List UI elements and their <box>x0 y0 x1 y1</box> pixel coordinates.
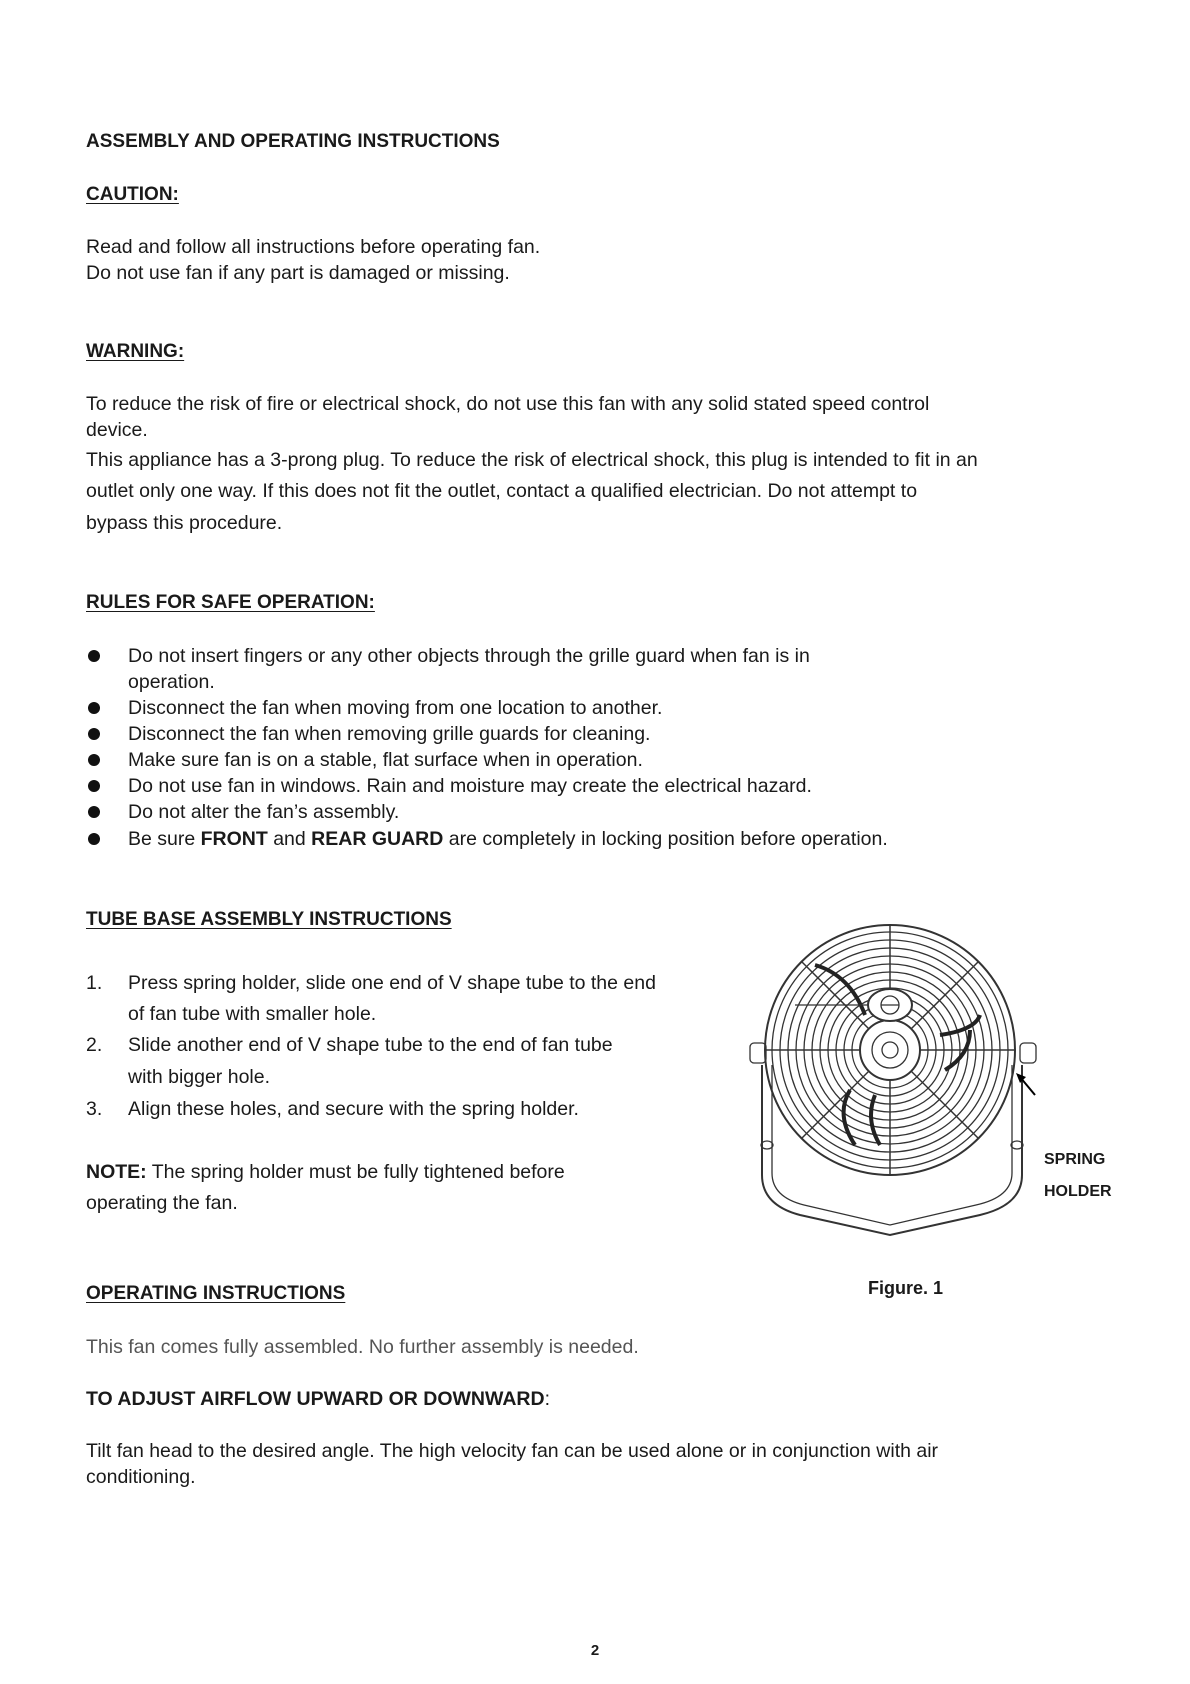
bullet-icon <box>88 702 100 714</box>
page-number: 2 <box>590 1642 600 1659</box>
spring-holder-label: HOLDER <box>1044 1183 1112 1200</box>
warning-line: To reduce the risk of fire or electrical shock, do not use this fan with any solid stated speed control <box>86 393 930 415</box>
spring-holder-label: SPRING <box>1044 1151 1106 1168</box>
figure-caption: Figure. 1 <box>868 1278 944 1298</box>
caution-line: Read and follow all instructions before operating fan. <box>86 236 541 258</box>
note-continued: operating the fan. <box>86 1192 238 1214</box>
airflow-line: conditioning. <box>86 1466 196 1488</box>
airflow-heading: TO ADJUST AIRFLOW UPWARD OR DOWNWARD: <box>86 1388 551 1410</box>
operating-text: This fan comes fully assembled. No further assembly is needed. <box>86 1336 639 1358</box>
bullet-icon <box>88 728 100 740</box>
caution-heading: CAUTION: <box>86 184 179 205</box>
bullet-icon <box>88 780 100 792</box>
warning-line: outlet only one way. If this does not fit the outlet, contact a qualified electrician. Do not attempt to <box>86 480 918 502</box>
document-title: ASSEMBLY AND OPERATING INSTRUCTIONS <box>86 131 500 152</box>
airflow-line: Tilt fan head to the desired angle. The high velocity fan can be used alone or in conjunction with air <box>86 1440 939 1462</box>
note: NOTE: The spring holder must be fully tightened before <box>86 1161 565 1183</box>
warning-line: bypass this procedure. <box>86 512 283 534</box>
bullet-icon <box>88 754 100 766</box>
bullet-icon <box>88 833 100 845</box>
warning-line: This appliance has a 3-prong plug. To reduce the risk of electrical shock, this plug is intended to fit in an <box>86 449 978 471</box>
rules-heading: RULES FOR SAFE OPERATION: <box>86 592 375 613</box>
caution-line: Do not use fan if any part is damaged or missing. <box>86 262 510 284</box>
tube-base-heading: TUBE BASE ASSEMBLY INSTRUCTIONS <box>86 909 452 930</box>
bullet-icon <box>88 806 100 818</box>
warning-heading: WARNING: <box>86 341 185 362</box>
warning-line: device. <box>86 419 148 441</box>
bullet-icon <box>88 650 100 662</box>
fan-figure <box>740 905 1050 1250</box>
operating-heading: OPERATING INSTRUCTIONS <box>86 1283 346 1304</box>
